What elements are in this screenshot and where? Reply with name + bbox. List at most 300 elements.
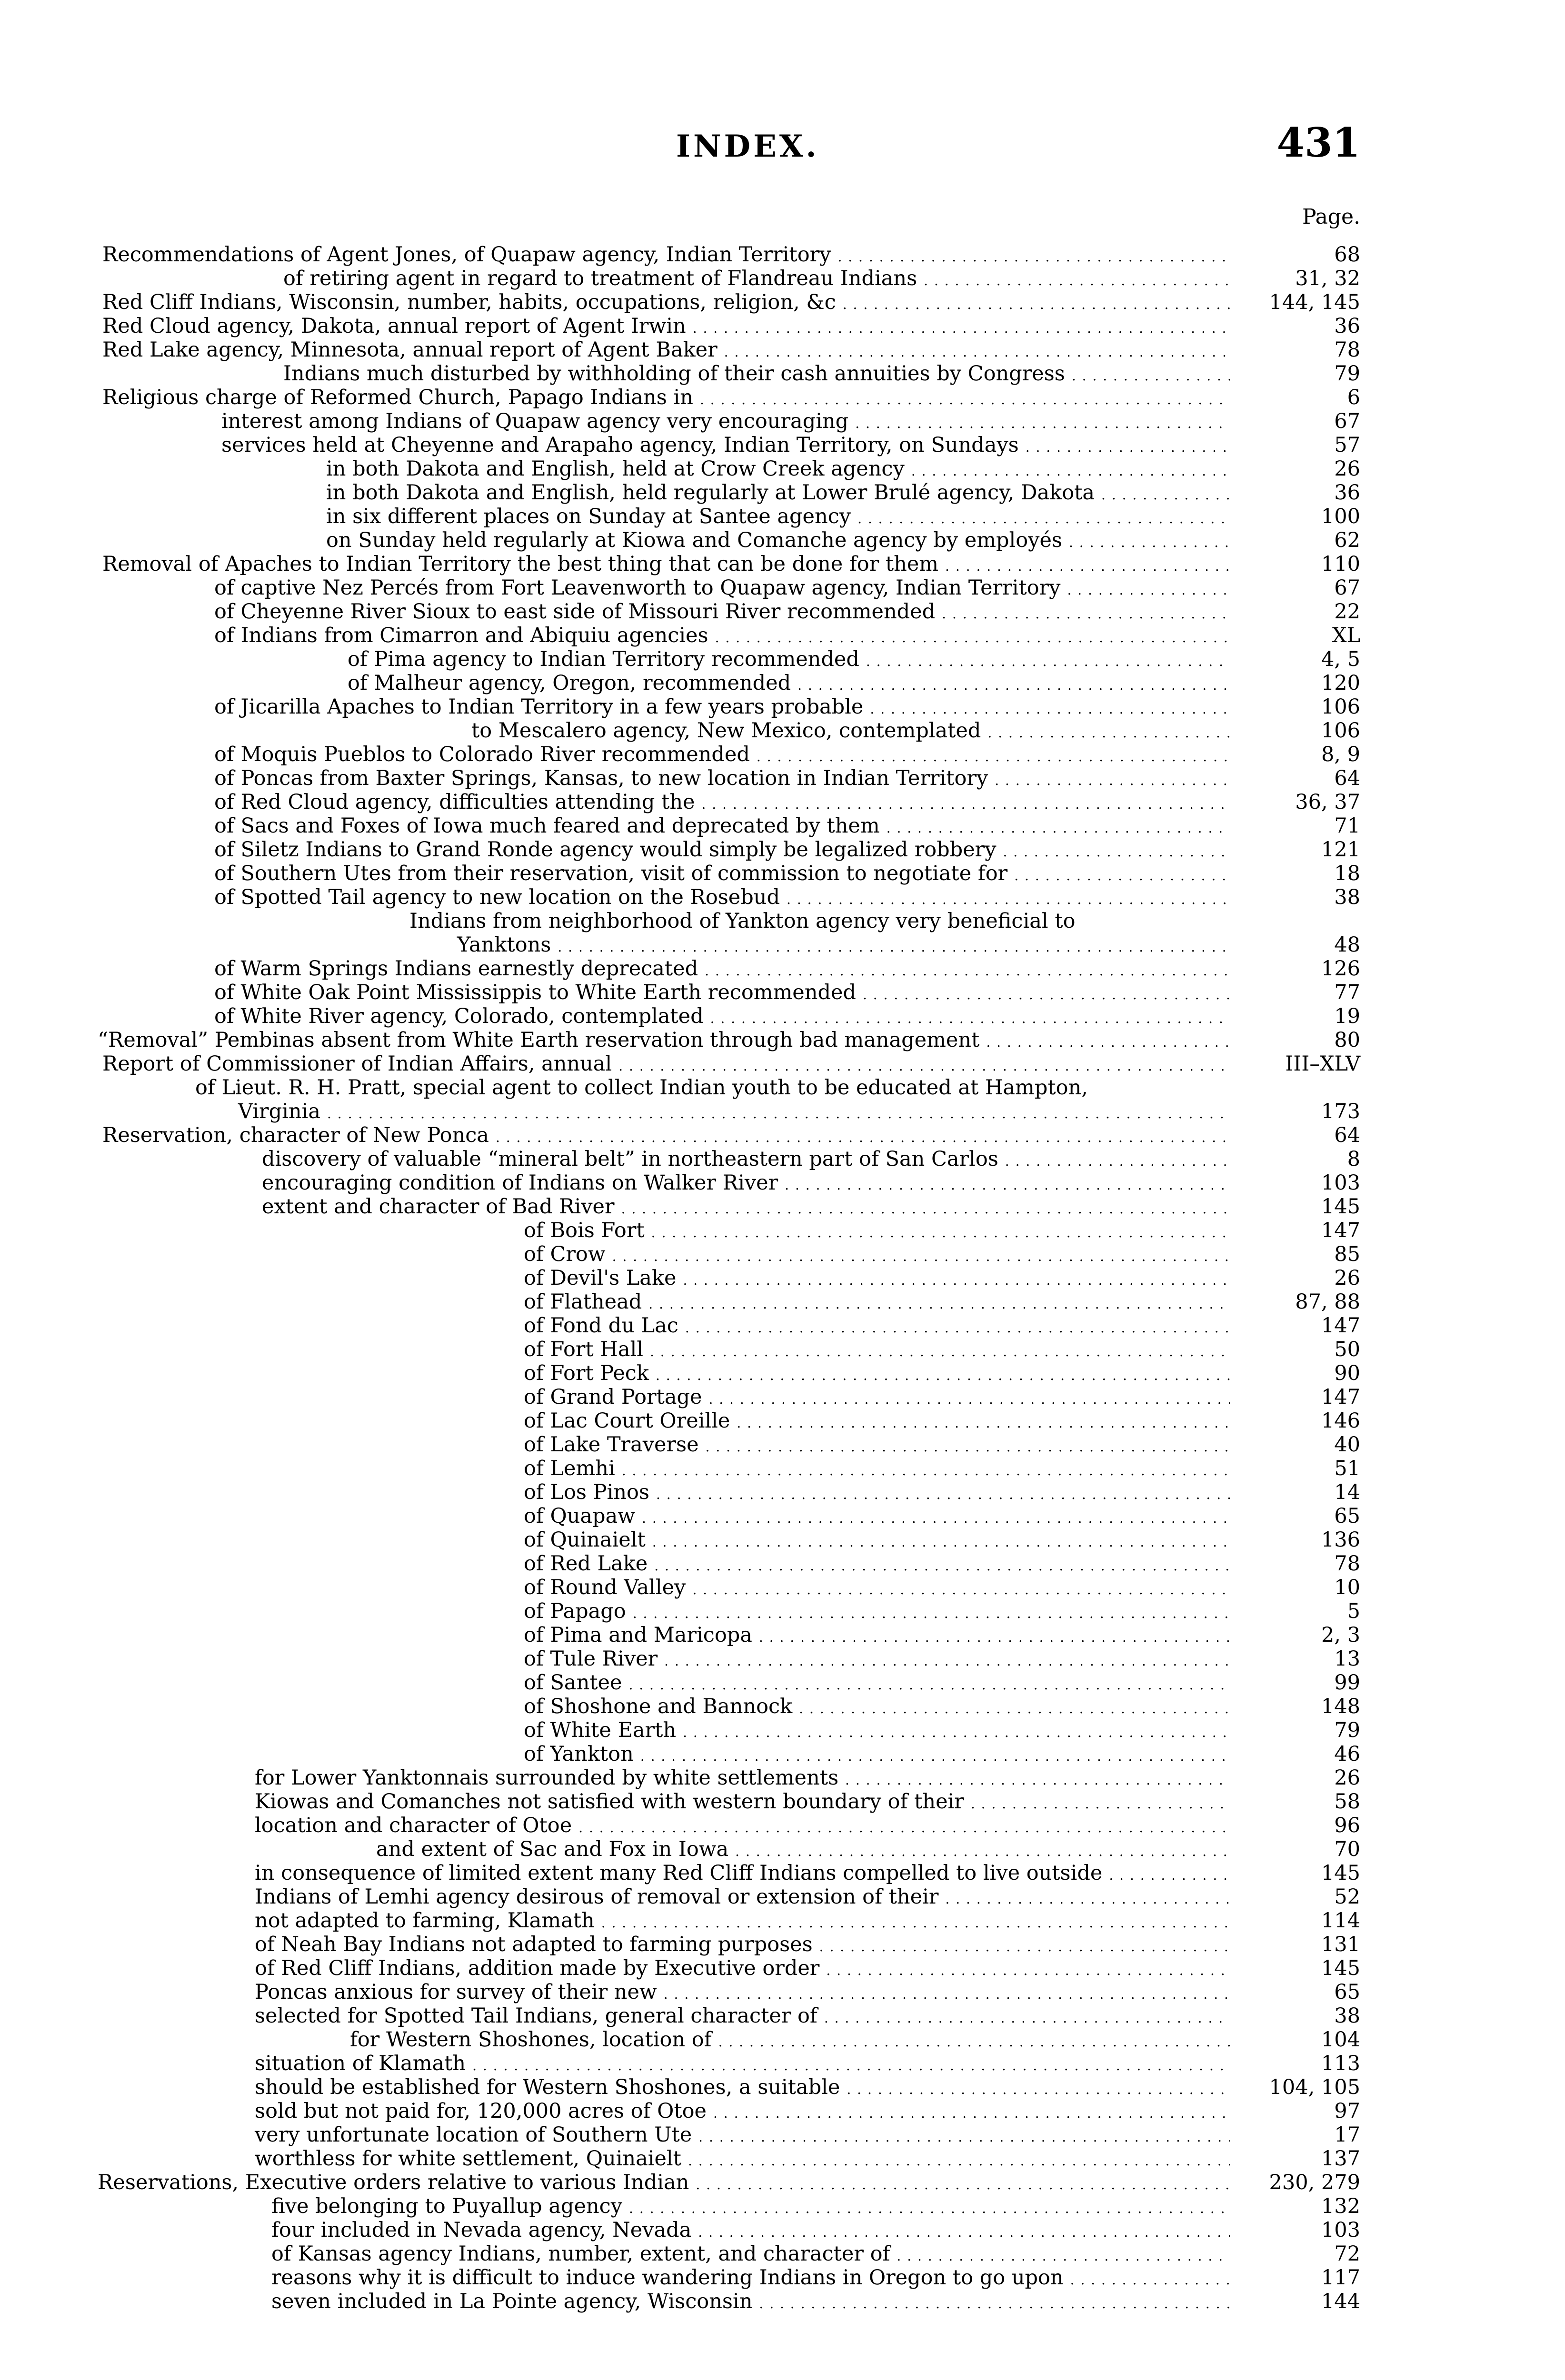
index-entries: [0, 243, 1565, 2313]
dot-leader: [857, 505, 1230, 528]
entry-subtext: of White River agency, Colorado, contemplated: [214, 1004, 704, 1028]
entry-line: [255, 1956, 1236, 1980]
dot-leader: [759, 2290, 1230, 2313]
index-entry: [0, 1909, 1565, 1933]
entry-text: [524, 1599, 626, 1623]
entry-line: [524, 1361, 1236, 1385]
entry-page-ref: 52: [1334, 1885, 1360, 1909]
entry-page-ref: 40: [1334, 1433, 1360, 1457]
entry-page-ref: 38: [1334, 885, 1360, 909]
dot-leader: [618, 1052, 1230, 1076]
entry-subtext: on Sunday held regularly at Kiowa and Comanche agency by employés: [326, 528, 1062, 552]
entry-line: [524, 1242, 1236, 1266]
dot-leader: [1005, 1147, 1230, 1171]
index-entry: [0, 981, 1565, 1004]
entry-text: [524, 1647, 658, 1671]
dot-leader: [799, 1695, 1230, 1718]
entry-subtext: of Warm Springs Indians earnestly deprecated: [214, 957, 698, 981]
dot-leader: [911, 457, 1230, 481]
dot-leader: [664, 1647, 1230, 1671]
index-entry: [0, 909, 1565, 933]
dot-leader: [713, 2099, 1230, 2123]
entry-text: [214, 790, 695, 814]
entry-subtext: character of New Ponca: [239, 1123, 489, 1147]
entry-text: [326, 505, 851, 528]
entry-line: [271, 2194, 1236, 2218]
entry-line: [195, 1076, 1236, 1100]
entry-subtext: of Apaches to Indian Territory the best thing that can be done for them: [198, 552, 939, 576]
entry-line: [524, 1504, 1236, 1528]
entry-line: [524, 1623, 1236, 1647]
dot-leader: [688, 2147, 1230, 2171]
entry-line: [471, 719, 1236, 743]
entry-page-ref: 99: [1334, 1671, 1360, 1695]
dot-leader: [1014, 862, 1230, 885]
entry-subtext: of Fort Hall: [524, 1338, 643, 1361]
index-entry: [0, 1766, 1565, 1790]
entry-line: [255, 1790, 1236, 1814]
dot-leader: [715, 624, 1230, 647]
index-entry: [0, 1956, 1565, 1980]
index-entry: [0, 1742, 1565, 1766]
entry-line: [255, 1814, 1236, 1837]
entry-text: [524, 1433, 699, 1457]
entry-subtext: Indians from neighborhood of Yankton agency very beneficial to: [409, 909, 1076, 933]
entry-line: [524, 1599, 1236, 1623]
entry-subtext: of Bois Fort: [524, 1219, 645, 1242]
dot-leader: [710, 1004, 1230, 1028]
entry-page-ref: 19: [1334, 1004, 1360, 1028]
entry-page-ref: 97: [1334, 2099, 1360, 2123]
dot-leader: [640, 1742, 1230, 1766]
entry-line: [255, 2075, 1236, 2099]
entry-line: [102, 290, 1236, 314]
index-entry: [0, 2171, 1565, 2194]
index-entry: [0, 1147, 1565, 1171]
entry-subtext: selected for Spotted Tail Indians, general character of: [255, 2004, 817, 2028]
entry-page-ref: 18: [1334, 862, 1360, 885]
entry-text: [102, 1123, 489, 1147]
dot-leader: [845, 1766, 1230, 1790]
dot-leader: [887, 814, 1230, 838]
entry-page-ref: 79: [1334, 1718, 1360, 1742]
dot-leader: [1109, 1861, 1230, 1885]
entry-text: [214, 885, 780, 909]
entry-text: [524, 1623, 752, 1647]
entry-text: [524, 1576, 686, 1599]
index-entry: [0, 1171, 1565, 1195]
entry-text: [214, 862, 1007, 885]
dot-leader: [705, 957, 1230, 981]
index-entry: [0, 1195, 1565, 1219]
index-entry: [0, 1338, 1565, 1361]
entry-text: [524, 1314, 678, 1338]
page-number: 431: [1276, 119, 1360, 166]
entry-text: [102, 338, 718, 362]
index-entry: [0, 1242, 1565, 1266]
entry-page-ref: 26: [1334, 457, 1360, 481]
entry-line: [348, 671, 1236, 695]
entry-line: [457, 933, 1236, 957]
entry-line: [524, 1314, 1236, 1338]
entry-page-ref: 36, 37: [1295, 790, 1360, 814]
entry-text: [271, 2266, 1064, 2290]
entry-subtext: Kiowas and Comanches not satisfied with western boundary of their: [255, 1790, 964, 1814]
entry-subtext: should be established for Western Shoshones, a suitable: [255, 2075, 840, 2099]
entry-page-ref: 8: [1347, 1147, 1360, 1171]
entry-text: [255, 1766, 838, 1790]
dot-leader: [633, 1599, 1230, 1623]
entry-subtext: worthless for white settlement, Quinaielt: [255, 2147, 681, 2171]
index-entry: [0, 1457, 1565, 1480]
entry-line: [271, 2290, 1236, 2313]
entry-page-ref: 65: [1334, 1504, 1360, 1528]
index-entry: [0, 481, 1565, 505]
entry-page-ref: 106: [1321, 695, 1360, 719]
entry-line: [102, 386, 1236, 409]
dot-leader: [995, 766, 1230, 790]
dot-leader: [797, 671, 1230, 695]
index-entry: [0, 505, 1565, 528]
entry-line: [214, 790, 1236, 814]
index-entry: [0, 1885, 1565, 1909]
entry-page-ref: 113: [1321, 2052, 1360, 2075]
dot-leader: [685, 1314, 1230, 1338]
dot-leader: [986, 1028, 1230, 1052]
entry-subtext: five belonging to Puyallup agency: [271, 2194, 623, 2218]
entry-page-ref: III–XLV: [1285, 1052, 1360, 1076]
entry-page-ref: 64: [1334, 766, 1360, 790]
entry-text: [524, 1219, 645, 1242]
entry-heading: Red Lake: [102, 338, 207, 362]
index-entry: [0, 1266, 1565, 1290]
entry-subtext: Poncas anxious for survey of their new: [255, 1980, 657, 2004]
entry-line: [271, 2218, 1236, 2242]
entry-page-ref: 70: [1334, 1837, 1360, 1861]
entry-subtext: seven included in La Pointe agency, Wisconsin: [271, 2290, 753, 2313]
index-entry: [0, 1861, 1565, 1885]
entry-subtext: in both Dakota and English, held at Crow Creek agency: [326, 457, 905, 481]
entry-page-ref: 126: [1321, 957, 1360, 981]
entry-heading: Reservation,: [102, 1123, 239, 1147]
index-entry: [0, 1480, 1565, 1504]
entry-subtext: Virginia: [238, 1100, 320, 1123]
entry-line: [102, 552, 1236, 576]
entry-line: [524, 1338, 1236, 1361]
entry-line: [524, 1528, 1236, 1552]
dot-leader: [683, 1266, 1230, 1290]
entry-line: [214, 862, 1236, 885]
entry-line: [214, 814, 1236, 838]
index-entry: [0, 1409, 1565, 1433]
entry-page-ref: 67: [1334, 576, 1360, 600]
index-entry: [0, 2194, 1565, 2218]
entry-page-ref: 50: [1334, 1338, 1360, 1361]
index-entry: [0, 1314, 1565, 1338]
entry-text: [524, 1718, 676, 1742]
entry-text: [102, 552, 938, 576]
entry-line: [524, 1480, 1236, 1504]
entry-page-ref: 46: [1334, 1742, 1360, 1766]
entry-subtext: of Kansas agency Indians, number, extent, and character of: [271, 2242, 890, 2266]
entry-line: [255, 2147, 1236, 2171]
entry-heading: “Removal”: [98, 1028, 215, 1052]
entry-text: [102, 314, 686, 338]
entry-subtext: for Western Shoshones, location of: [350, 2028, 712, 2052]
entry-text: [238, 1100, 320, 1123]
index-entry: [0, 862, 1565, 885]
entry-line: [524, 1433, 1236, 1457]
entry-page-ref: 131: [1321, 1933, 1360, 1956]
index-entry: [0, 1623, 1565, 1647]
dot-leader: [785, 1171, 1230, 1195]
entry-subtext: Pembinas absent from White Earth reservation through bad management: [214, 1028, 980, 1052]
entry-line: [376, 1837, 1236, 1861]
entry-page-ref: 96: [1334, 1814, 1360, 1837]
dot-leader: [1069, 528, 1230, 552]
index-entry: [0, 1980, 1565, 2004]
entry-line: [262, 1171, 1236, 1195]
entry-text: [255, 2123, 692, 2147]
entry-page-ref: 147: [1321, 1219, 1360, 1242]
dot-leader: [987, 719, 1230, 743]
dot-leader: [897, 2242, 1230, 2266]
index-entry: [0, 2123, 1565, 2147]
index-entry: [0, 1695, 1565, 1718]
entry-subtext: Executive orders relative to various Indian: [245, 2171, 689, 2194]
entry-subtext: extent and character of Bad River: [262, 1195, 615, 1219]
entry-line: [262, 1195, 1236, 1219]
entry-text: [524, 1409, 730, 1433]
entry-subtext: in both Dakota and English, held regularly at Lower Brulé agency, Dakota: [326, 481, 1095, 505]
index-entry: [0, 743, 1565, 766]
entry-subtext: of Pima agency to Indian Territory recommended: [348, 647, 859, 671]
entry-page-ref: 104, 105: [1269, 2075, 1360, 2099]
entry-line: [214, 1004, 1236, 1028]
entry-line: [524, 1385, 1236, 1409]
entry-page-ref: 38: [1334, 2004, 1360, 2028]
entry-page-ref: 78: [1334, 338, 1360, 362]
dot-leader: [724, 338, 1230, 362]
entry-subtext: of Sacs and Foxes of Iowa much feared and deprecated by them: [214, 814, 880, 838]
dot-leader: [837, 243, 1230, 267]
index-entry: [0, 695, 1565, 719]
entry-text: [214, 981, 856, 1004]
dot-leader: [757, 743, 1230, 766]
page-title: INDEX.: [676, 129, 819, 164]
entry-page-ref: 137: [1321, 2147, 1360, 2171]
entry-text: [524, 1528, 646, 1552]
dot-leader: [1067, 576, 1230, 600]
entry-page-ref: 22: [1334, 600, 1360, 624]
index-entry: [0, 1290, 1565, 1314]
entry-subtext: Indians, Wisconsin, number, habits, occupations, religion, &c: [199, 290, 836, 314]
entry-text: [524, 1695, 792, 1718]
dot-leader: [651, 1219, 1230, 1242]
entry-line: [102, 338, 1236, 362]
index-entry: [0, 671, 1565, 695]
entry-text: [214, 576, 1060, 600]
entry-page-ref: 6: [1347, 386, 1360, 409]
entry-text: [214, 695, 863, 719]
entry-text: [255, 1980, 657, 2004]
entry-subtext: of Tule River: [524, 1647, 658, 1671]
entry-page-ref: 26: [1334, 1266, 1360, 1290]
entry-subtext: of Los Pinos: [524, 1480, 649, 1504]
entry-line: [214, 695, 1236, 719]
entry-line: [524, 1552, 1236, 1576]
entry-text: [457, 933, 551, 957]
entry-page-ref: 120: [1321, 671, 1360, 695]
entry-text: [524, 1742, 634, 1766]
index-entry: [0, 290, 1565, 314]
entry-subtext: of White Oak Point Mississippis to White Earth recommended: [214, 981, 856, 1004]
index-entry: [0, 766, 1565, 790]
entry-text: [102, 1052, 612, 1076]
entry-subtext: of retiring agent in regard to treatment of Flandreau Indians: [283, 267, 917, 290]
entry-subtext: of Fond du Lac: [524, 1314, 678, 1338]
entry-line: [214, 981, 1236, 1004]
page-column-label: Page.: [1302, 205, 1360, 229]
entry-text: [409, 909, 1075, 933]
entry-line: [524, 1457, 1236, 1480]
dot-leader: [863, 981, 1230, 1004]
entry-subtext: agency, Minnesota, annual report of Agent Baker: [206, 338, 718, 362]
entry-text: [214, 814, 880, 838]
entry-line: [524, 1409, 1236, 1433]
entry-text: [98, 1028, 979, 1052]
dot-leader: [1003, 838, 1230, 862]
index-entry: [0, 457, 1565, 481]
entry-text: [98, 2171, 689, 2194]
entry-line: [102, 243, 1236, 267]
entry-text: [283, 362, 1065, 386]
entry-subtext: interest among Indians of Quapaw agency very encouraging: [221, 409, 849, 433]
entry-line: [283, 267, 1236, 290]
entry-subtext: of Red Lake: [524, 1552, 648, 1576]
entry-subtext: Yanktons: [457, 933, 551, 957]
entry-page-ref: 136: [1321, 1528, 1360, 1552]
entry-page-ref: 104: [1321, 2028, 1360, 2052]
entry-text: [262, 1171, 778, 1195]
index-entry: [0, 2028, 1565, 2052]
entry-text: [376, 1837, 728, 1861]
dot-leader: [945, 1885, 1230, 1909]
entry-text: [214, 766, 988, 790]
entry-page-ref: 26: [1334, 1766, 1360, 1790]
index-entry: [0, 1599, 1565, 1623]
entry-line: [214, 838, 1236, 862]
index-entry: [0, 243, 1565, 267]
index-entry: [0, 885, 1565, 909]
entry-line: [214, 766, 1236, 790]
entry-line: [524, 1266, 1236, 1290]
entry-page-ref: XL: [1332, 624, 1360, 647]
entry-subtext: of Quinaielt: [524, 1528, 646, 1552]
entry-line: [524, 1671, 1236, 1695]
entry-subtext: of Jicarilla Apaches to Indian Territory in a few years probable: [214, 695, 864, 719]
entry-subtext: of Lieut. R. H. Pratt, special agent to collect Indian youth to be educated at Hampton,: [195, 1076, 1088, 1100]
entry-subtext: of Commissioner of Indian Affairs, annual: [179, 1052, 612, 1076]
entry-line: [214, 743, 1236, 766]
entry-subtext: situation of Klamath: [255, 2052, 466, 2075]
dot-leader: [1026, 433, 1230, 457]
entry-line: [98, 2171, 1236, 2194]
dot-leader: [558, 933, 1230, 957]
entry-line: [238, 1100, 1236, 1123]
dot-leader: [701, 790, 1230, 814]
dot-leader: [700, 386, 1230, 409]
entry-page-ref: 87, 88: [1295, 1290, 1360, 1314]
entry-line: [214, 885, 1236, 909]
entry-text: [271, 2290, 752, 2313]
index-entry: [0, 1647, 1565, 1671]
entry-text: [271, 2218, 691, 2242]
entry-page-ref: 78: [1334, 1552, 1360, 1576]
entry-line: [102, 1123, 1236, 1147]
index-entry: [0, 957, 1565, 981]
entry-subtext: Indians of Lemhi agency desirous of removal or extension of their: [255, 1885, 939, 1909]
index-entry: [0, 576, 1565, 600]
entry-subtext: discovery of valuable “mineral belt” in northeastern part of San Carlos: [262, 1147, 998, 1171]
index-entry: [0, 2266, 1565, 2290]
entry-text: [326, 457, 905, 481]
entry-page-ref: 90: [1334, 1361, 1360, 1385]
index-entry: [0, 2218, 1565, 2242]
entry-page-ref: 36: [1334, 314, 1360, 338]
index-entry: [0, 1076, 1565, 1100]
entry-page-ref: 106: [1321, 719, 1360, 743]
entry-line: [102, 1052, 1236, 1076]
entry-text: [255, 2075, 840, 2099]
entry-subtext: of captive Nez Percés from Fort Leavenworth to Quapaw agency, Indian Territory: [214, 576, 1061, 600]
index-entry: [0, 1504, 1565, 1528]
index-entry: [0, 1576, 1565, 1599]
entry-text: [255, 2099, 707, 2123]
entry-line: [350, 2028, 1236, 2052]
entry-text: [524, 1480, 649, 1504]
index-entry: [0, 2147, 1565, 2171]
entry-line: [262, 1147, 1236, 1171]
entry-subtext: for Lower Yanktonnais surrounded by white settlements: [255, 1766, 839, 1790]
dot-leader: [496, 1123, 1230, 1147]
entry-page-ref: 67: [1334, 409, 1360, 433]
page-header: [0, 119, 1565, 171]
index-entry: [0, 2004, 1565, 2028]
index-entry: [0, 1837, 1565, 1861]
dot-leader: [622, 1457, 1230, 1480]
dot-leader: [698, 2123, 1230, 2147]
dot-leader: [664, 1980, 1230, 2004]
entry-subtext: of Papago: [524, 1599, 626, 1623]
entry-text: [524, 1552, 648, 1576]
dot-leader: [648, 1290, 1230, 1314]
entry-text: [195, 1076, 1088, 1100]
entry-subtext: of Moquis Pueblos to Colorado River recommended: [214, 743, 750, 766]
entry-subtext: charge of Reformed Church, Papago Indians in: [205, 386, 693, 409]
entry-subtext: agency, Dakota, annual report of Agent Irwin: [217, 314, 686, 338]
entry-page-ref: 173: [1321, 1100, 1360, 1123]
entry-page-ref: 10: [1334, 1576, 1360, 1599]
dot-leader: [870, 695, 1230, 719]
dot-leader: [652, 1528, 1230, 1552]
index-entry: [0, 2242, 1565, 2266]
index-entry: [0, 2075, 1565, 2099]
dot-leader: [708, 1385, 1230, 1409]
entry-line: [524, 1695, 1236, 1718]
entry-line: [524, 1219, 1236, 1242]
entry-page-ref: 62: [1334, 528, 1360, 552]
